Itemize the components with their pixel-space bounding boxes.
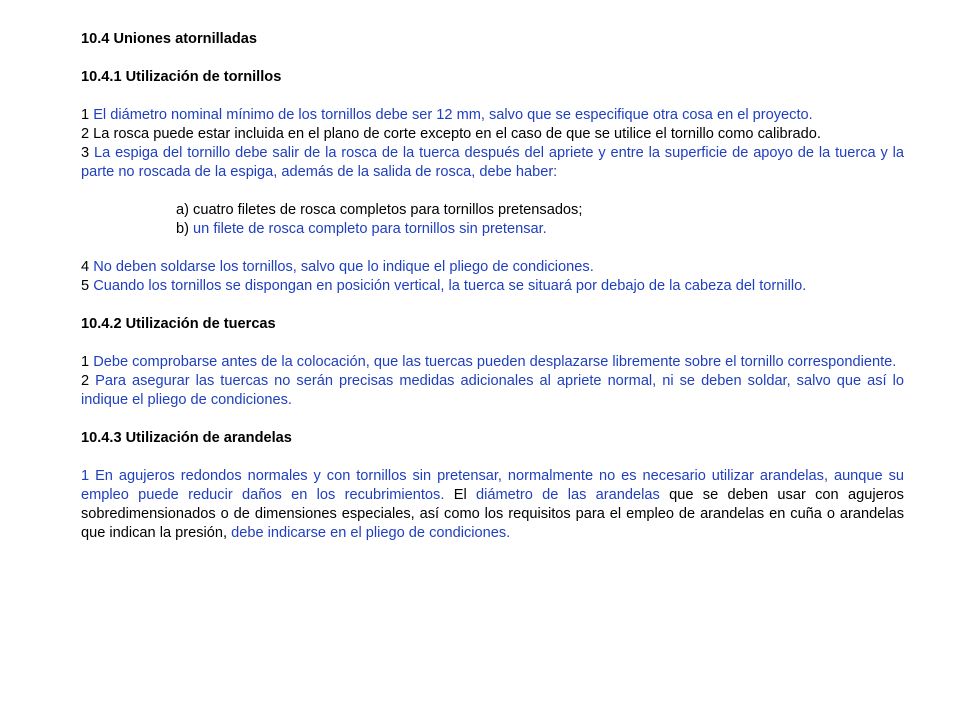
paragraph-tuercas-1 (81, 353, 904, 372)
paragraph-text-part2: El (453, 487, 467, 503)
paragraph-tornillos-5 (81, 277, 904, 296)
paragraph-number: 1 (81, 468, 90, 484)
list-item-text: un filete de rosca completo para tornillos sin pretensar. (193, 221, 547, 237)
paragraph-number: 3 (81, 145, 90, 161)
paragraph-arandelas-1 (81, 467, 904, 543)
paragraph-text: El diámetro nominal mínimo de los tornillos debe ser 12 mm, salvo que se especifique otra cosa en el proyecto. (93, 107, 813, 123)
subsection-title-tornillos: 10.4.1 Utilización de tornillos (81, 69, 282, 85)
paragraph-number: 1 (81, 354, 90, 370)
paragraph-tornillos-4 (81, 258, 904, 277)
document-content (81, 30, 904, 543)
paragraph-number: 2 (81, 373, 90, 389)
paragraph-text-part4: que se deben usar con agujeros sobredimensionados o de dimensiones especiales, así como los requisitos para el empleo de arandelas en cuña o arandelas que indican la presión, (81, 487, 904, 541)
paragraph-number: 5 (81, 278, 90, 294)
paragraph-text-part5: debe indicarse en el pliego de condiciones. (231, 525, 511, 541)
paragraph-tornillos-1 (81, 106, 904, 125)
paragraph-text-part3: diámetro de las arandelas (476, 487, 660, 503)
subsection-title-arandelas: 10.4.3 Utilización de arandelas (81, 430, 292, 446)
paragraph-text: La espiga del tornillo debe salir de la rosca de la tuerca después del apriete y entre la superficie de apoyo de la tuerca y la parte no roscada de la espiga, además de la salida de rosca, debe haber: (81, 145, 905, 180)
paragraph-tornillos-2: 2 La rosca puede estar incluida en el plano de corte excepto en el caso de que se utilice el tornillo como calibrado. (81, 126, 821, 142)
list-item-a: a) cuatro filetes de rosca completos para tornillos pretensados; (176, 202, 583, 218)
list-item-b (81, 220, 904, 239)
paragraph-text: No deben soldarse los tornillos, salvo que lo indique el pliego de condiciones. (93, 259, 594, 275)
paragraph-number: 1 (81, 107, 90, 123)
paragraph-text: Cuando los tornillos se dispongan en posición vertical, la tuerca se situará por debajo de la cabeza del tornillo. (93, 278, 807, 294)
list-item-prefix: b) (176, 221, 189, 237)
paragraph-text-part1: En agujeros redondos normales y con tornillos sin pretensar, normalmente no es necesario utilizar arandelas, aunque su empleo puede reducir daños en los recubrimientos. (81, 468, 905, 503)
paragraph-tornillos-3 (81, 144, 904, 182)
paragraph-tuercas-2 (81, 372, 904, 410)
paragraph-number: 4 (81, 259, 90, 275)
subsection-title-tuercas: 10.4.2 Utilización de tuercas (81, 316, 276, 332)
paragraph-text: Para asegurar las tuercas no serán precisas medidas adicionales al apriete normal, ni se deben soldar, salvo que así lo indique el pliego de condiciones. (81, 373, 904, 408)
paragraph-text: Debe comprobarse antes de la colocación, que las tuercas pueden desplazarse libremente sobre el tornillo correspondiente. (93, 354, 897, 370)
section-title: 10.4 Uniones atornilladas (81, 31, 257, 47)
